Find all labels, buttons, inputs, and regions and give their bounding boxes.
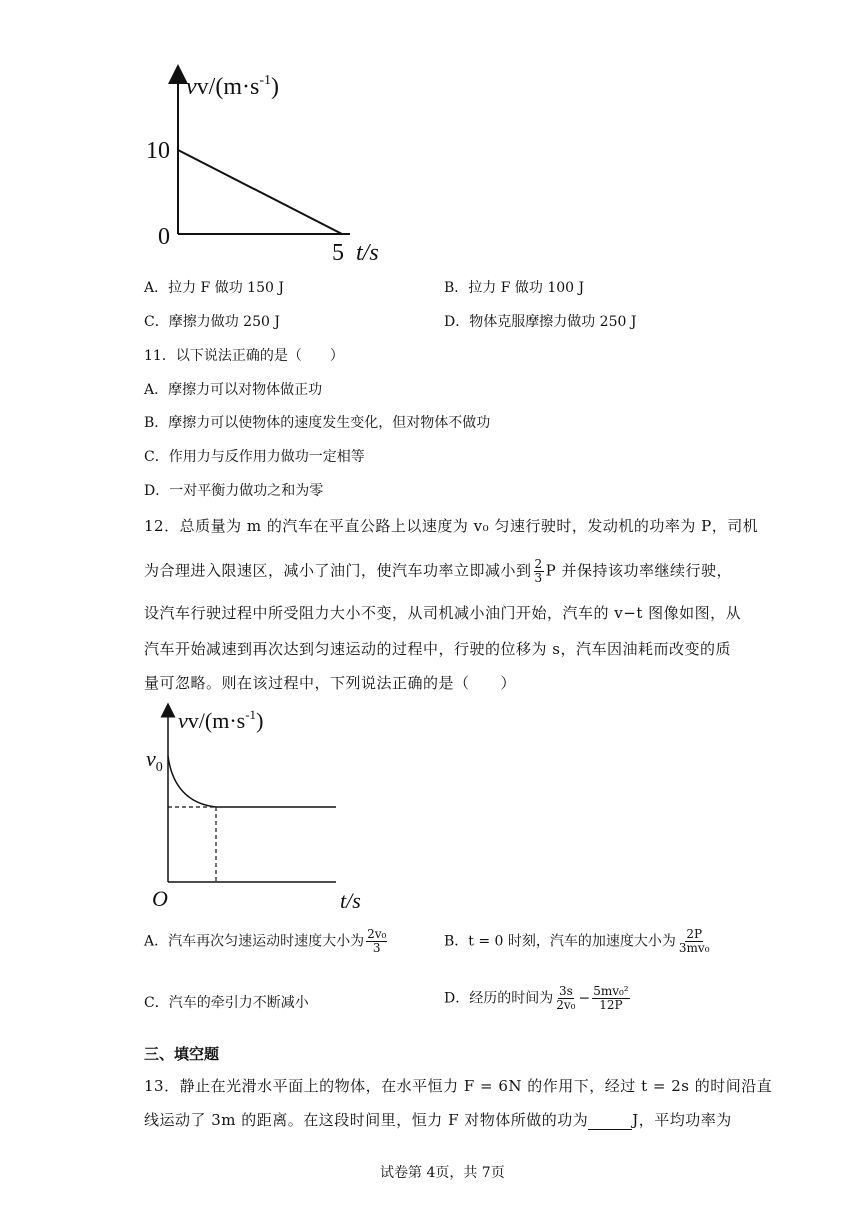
q12-line-4: 汽车开始减速到再次达到匀速运动的过程中，行驶的位移为 s，汽车因油耗而改变的质 <box>144 640 731 658</box>
q10-option-a: A．拉力 F 做功 150 J <box>144 280 284 296</box>
q12-option-c: C．汽车的牵引力不断减小 <box>144 995 309 1011</box>
origin-label: O <box>152 886 168 911</box>
velocity-time-graph-1 <box>140 64 400 269</box>
q11-option-c: C．作用力与反作用力做功一定相等 <box>144 449 365 465</box>
q11-stem: 11．以下说法正确的是（ ） <box>144 348 344 364</box>
x-tick-5: 5 <box>332 240 344 266</box>
y-tick-v0: $v_0$ <box>146 746 163 775</box>
q11-option-d: D．一对平衡力做功之和为零 <box>144 483 324 499</box>
answer-blank[interactable] <box>588 1115 632 1130</box>
q12-line-5: 量可忽略。则在该过程中，下列说法正确的是（ ） <box>144 674 517 692</box>
q10-option-b: B．拉力 F 做功 100 J <box>444 280 585 296</box>
q12-option-b: B．t = 0 时刻，汽车的加速度大小为 $\frac{2P}{\text{3mv₀}}$ <box>444 927 710 955</box>
q11-option-b: B．摩擦力可以使物体的速度发生变化，但对物体不做功 <box>144 415 491 431</box>
y-axis-label: $vv/(m\cdot s^{-1})$ <box>186 73 279 100</box>
velocity-time-graph-2 <box>140 700 380 915</box>
y-tick-10: 10 <box>146 138 170 164</box>
y-axis-label: $vv/(m\cdot s^{-1})$ <box>178 707 264 733</box>
q12-line-2: 为合理进入限速区，减小了油门，使汽车功率立即减小到 $\frac{2}{3}$ P 并保持该功率继续行驶， <box>144 557 733 585</box>
velocity-line <box>178 150 342 234</box>
q10-option-d: D．物体克服摩擦力做功 250 J <box>444 314 637 330</box>
q12-option-d: D．经历的时间为 $\frac{3s}{\text{2v₀}}$ − $\frac{\text{5mv₀²}}{12P}$ <box>444 984 629 1012</box>
q13-line-1: 13．静止在光滑水平面上的物体，在水平恒力 F = 6N 的作用下，经过 t = 2s 的时间沿直 <box>144 1077 773 1095</box>
q12-option-a: A．汽车再次匀速运动时速度大小为 $\frac{\text{2v₀}}{3}$ <box>144 927 387 955</box>
q12-line-1: 12．总质量为 m 的汽车在平直公路上以速度为 v₀ 匀速行驶时，发动机的功率为 P，司机 <box>144 517 759 535</box>
origin-label: 0 <box>158 224 170 250</box>
q13-line-2: 线运动了 3m 的距离。在这段时间里，恒力 F 对物体所做的功为 J，平均功率为 <box>144 1111 732 1129</box>
x-axis-label: t/s <box>356 240 379 266</box>
page-footer: 试卷第 4页，共 7页 <box>380 1165 505 1181</box>
decay-curve <box>168 756 216 807</box>
q12-line-3: 设汽车行驶过程中所受阻力大小不变，从司机减小油门开始，汽车的 v−t 图像如图，从 <box>144 604 742 622</box>
fraction-two-thirds: $\frac{2}{3}$ <box>534 557 543 585</box>
x-axis-label: t/s <box>340 888 361 913</box>
q10-option-c: C．摩擦力做功 250 J <box>144 314 280 330</box>
section-title: 三、填空题 <box>144 1045 220 1063</box>
q11-option-a: A．摩擦力可以对物体做正功 <box>144 382 323 398</box>
